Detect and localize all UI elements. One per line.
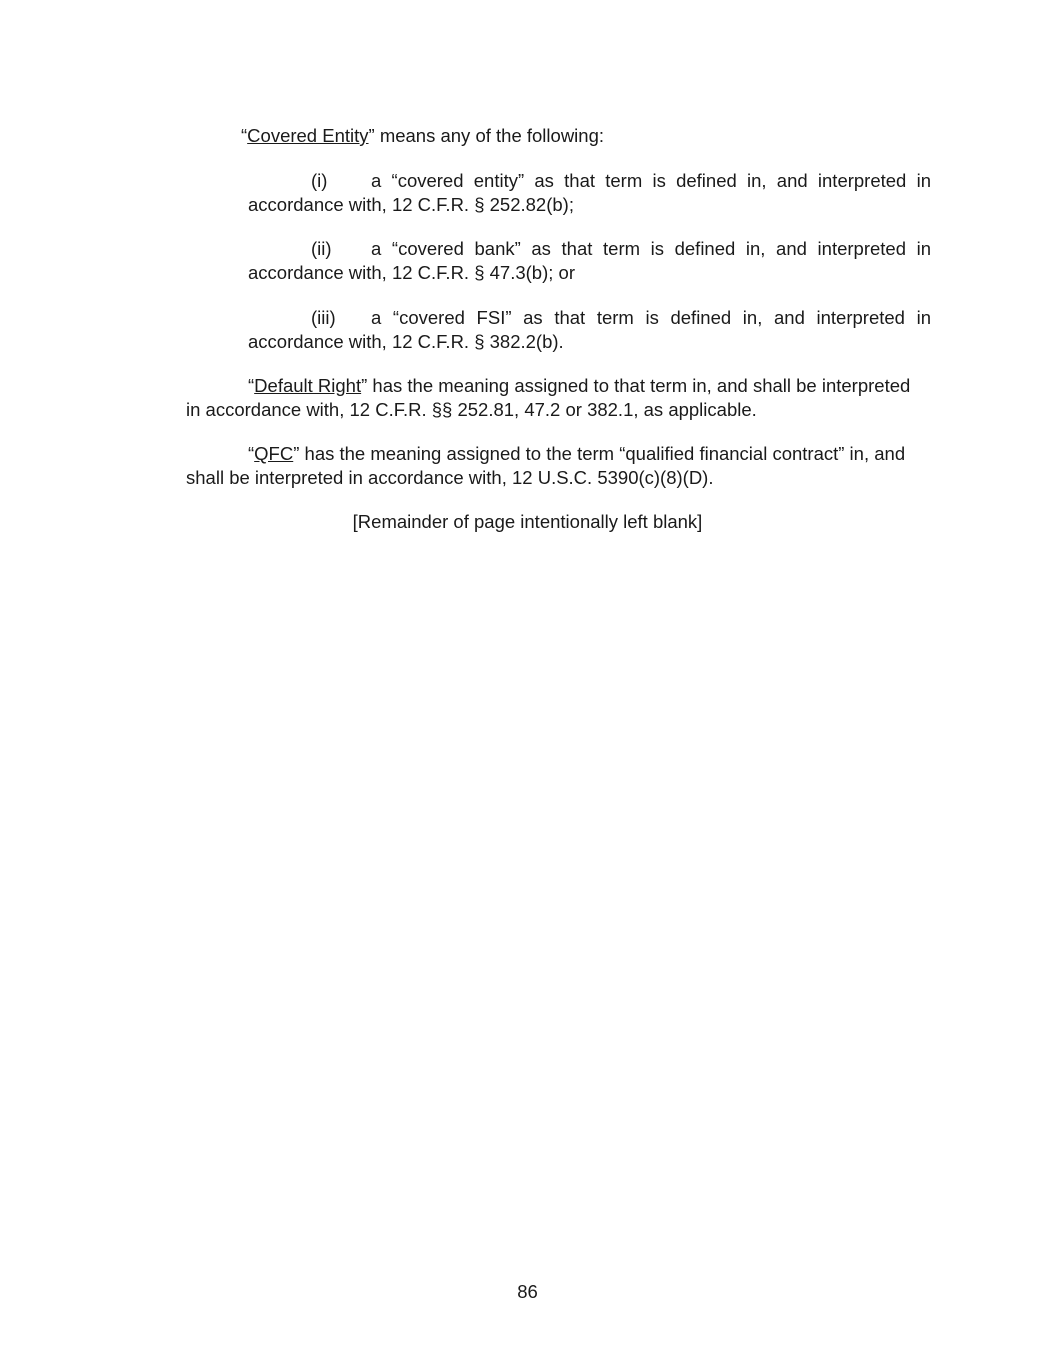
definition-text: ” means any of the following:	[368, 125, 605, 146]
defined-term-covered-entity: Covered Entity	[247, 125, 369, 146]
list-item	[248, 169, 931, 217]
list-item-continuation: accordance with, 12 C.F.R. § 252.82(b);	[248, 194, 574, 215]
remainder-note-text: [Remainder of page intentionally left blank]	[352, 511, 703, 532]
definition-first-line	[186, 374, 926, 398]
list-item-text: a “covered entity” as that term is defined in, and interpreted in	[371, 170, 931, 191]
definition-continuation: shall be interpreted in accordance with, 12 U.S.C. 5390(c)(8)(D).	[186, 467, 714, 488]
list-item-continuation: accordance with, 12 C.F.R. § 47.3(b); or	[248, 262, 575, 283]
list-item-text: a “covered FSI” as that term is defined in, and interpreted in	[371, 307, 931, 328]
open-quote: “	[241, 125, 248, 146]
defined-term-qfc: QFC	[254, 443, 294, 464]
default-right-definition	[186, 374, 926, 422]
list-item-number: (iii)	[311, 307, 336, 328]
open-quote: “	[248, 375, 255, 396]
list-item-text: a “covered bank” as that term is defined in, and interpreted in	[371, 238, 931, 259]
definition-first-line	[186, 442, 926, 466]
list-item-number: (ii)	[311, 238, 332, 259]
list-item	[248, 237, 931, 285]
list-item-first-line	[248, 306, 931, 330]
list-item-continuation: accordance with, 12 C.F.R. § 382.2(b).	[248, 331, 564, 352]
remainder-note	[0, 510, 1055, 534]
open-quote: “	[248, 443, 255, 464]
page-number: 86	[517, 1281, 538, 1302]
list-item-number: (i)	[311, 170, 328, 191]
list-item-first-line	[248, 169, 931, 193]
definition-text: ” has the meaning assigned to that term in, and shall be interpreted	[361, 375, 911, 396]
definition-text: ” has the meaning assigned to the term “qualified financial contract” in, and	[293, 443, 906, 464]
list-item	[248, 306, 931, 354]
covered-entity-definition	[241, 124, 941, 148]
definition-continuation: in accordance with, 12 C.F.R. §§ 252.81, 47.2 or 382.1, as applicable.	[186, 399, 757, 420]
defined-term-default-right: Default Right	[254, 375, 362, 396]
qfc-definition	[186, 442, 926, 490]
list-item-first-line	[248, 237, 931, 261]
